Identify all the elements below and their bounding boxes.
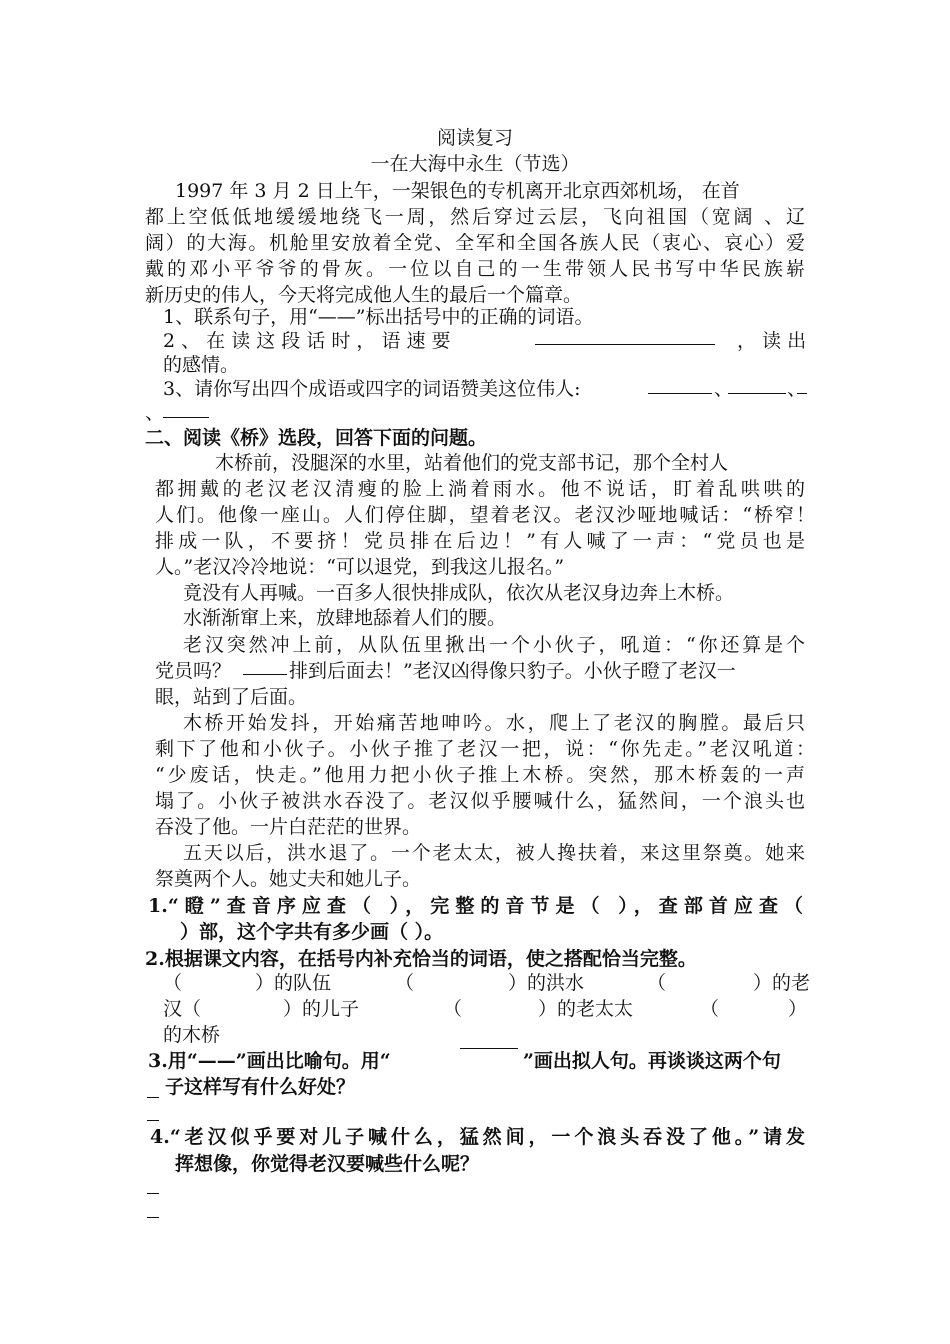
passage2-line: 吞没了他。一片白茫茫的世界。 (155, 816, 422, 838)
passage2-line: 眼，站到了后面。 (155, 686, 308, 708)
separator: 、 (714, 378, 734, 400)
question-2: 2.根据课文内容，在括号内补充恰当的词语，使之搭配恰当完整。 (145, 948, 697, 970)
passage1-line: 阔）的大海。机舱里安放着全党、全军和全国各族人民（衷心、哀心）爱 (145, 232, 805, 254)
passage2-line: 水渐渐窜上来，放肆地舔着人们的腰。 (183, 607, 507, 629)
bracket: ） (788, 998, 808, 1020)
answer-line[interactable] (147, 1120, 159, 1121)
answer-blank[interactable] (797, 375, 807, 394)
passage2-line: 排成一队，不要挤！党员排在后边！”有人喊了一声：“党员也是 (155, 530, 805, 552)
bracket: （ (700, 998, 720, 1020)
passage2-line: 人们。他像一座山。人们停住脚，望着老汉。老汉沙哑地喊话：“桥窄！ (155, 504, 815, 526)
fill-label: ）的老太太 (538, 998, 634, 1020)
passage2-line: 党员吗？ (155, 660, 232, 682)
bracket: （ (443, 998, 463, 1020)
fill-label: ）的洪水 (508, 972, 585, 994)
passage1-line: 1997 年 3 月 2 日上午，一架银色的专机离开北京西郊机场， 在首 (175, 180, 740, 202)
separator: 、 (787, 378, 807, 400)
wavy-underline-sample (460, 1048, 518, 1049)
fill-label: ）的老 (753, 972, 811, 994)
section-heading: 二、阅读《桥》选段，回答下面的问题。 (145, 427, 488, 449)
question-3: 3.用“——”画出比喻句。用“ (148, 1050, 391, 1072)
separator: 、 (145, 402, 165, 424)
page-title: 阅读复习 (436, 127, 513, 149)
passage2-line: 人。”老汉冷冷地说：“可以退党，到我这儿报名。” (155, 556, 565, 578)
question-1: 1.“瞪”查音序应查（ ），完整的音节是（ ），查部首应查（ (148, 895, 803, 917)
question-1: ）部，这个字共有多少画（ ）。 (180, 921, 444, 943)
bracket: （ (647, 972, 667, 994)
passage2-line: 塌了。小伙子被洪水吞没了。老汉似乎腰喊什么，猛然间，一个浪头也 (155, 790, 805, 812)
passage-title: 一在大海中永生（节选） (370, 153, 580, 175)
bracket: （ (163, 972, 183, 994)
answer-blank[interactable] (648, 375, 712, 394)
answer-blank[interactable] (243, 656, 287, 675)
answer-blank[interactable] (163, 399, 209, 418)
passage1-line: 都上空低低地缓缓地绕飞一周，然后穿过云层，飞向祖国（宽阔 、辽 (145, 206, 805, 228)
passage2-line: 五天以后，洪水退了。一个老太太，被人搀扶着，来这里祭奠。她来 (183, 842, 805, 864)
passage2-line: 祭奠两个人。她丈夫和她儿子。 (155, 868, 422, 890)
passage2-line: 排到后面去！”老汉凶得像只豹子。小伙子瞪了老汉一 (289, 660, 736, 682)
question-1: 1、联系句子，用“——”标出括号中的正确的词语。 (163, 306, 594, 328)
passage2-line: 木桥开始发抖，开始痛苦地呻吟。水，爬上了老汉的胸膛。最后只 (183, 712, 805, 734)
question-2-text: ， 读 出 (737, 330, 807, 352)
answer-blank[interactable] (728, 375, 786, 394)
passage1-line: 新历史的伟人，今天将完成他人生的最后一个篇章。 (145, 284, 583, 306)
passage2-line: 剩下了他和小伙子。小伙子推了老汉一把，说：“你先走。”老汉吼道： (155, 738, 815, 760)
passage2-line: 都拥戴的老汉老汉清瘦的脸上淌着雨水。他不说话，盯着乱哄哄的 (155, 478, 805, 500)
fill-label: ）的儿子 (283, 998, 360, 1020)
question-4: 挥想像，你觉得老汉要喊些什么呢？ (175, 1153, 480, 1175)
question-3-text: 3、请你写出四个成语或四字的词语赞美这位伟人: (163, 378, 581, 400)
fill-label: ）的队伍 (255, 972, 332, 994)
passage2-line: 老汉突然冲上前，从队伍里揪出一个小伙子，吼道：“你还算是个 (183, 634, 805, 656)
question-3: ”画出拟人句。再谈谈这两个句 (523, 1050, 781, 1072)
question-3: 子这样写有什么好处？ (165, 1076, 356, 1098)
question-2-text: 的感情。 (163, 354, 240, 376)
answer-blank[interactable] (535, 326, 715, 345)
question-4: 4.“老汉似乎要对儿子喊什么，猛然间，一个浪头吞没了他。”请发 (150, 1126, 805, 1148)
fill-label: 的木桥 (163, 1024, 221, 1046)
passage1-line: 戴的邓小平爷爷的骨灰。一位以自己的一生带领人民书写中华民族崭 (145, 258, 805, 280)
answer-line[interactable] (147, 1217, 159, 1218)
answer-line[interactable] (147, 1193, 159, 1194)
question-2-text: 2 、 在 读 这 段 话 时 ， 语 速 要 (163, 330, 451, 352)
passage2-line: 竟没有人再喊。一百多人很快排成队，依次从老汉身边奔上木桥。 (183, 582, 735, 604)
passage2-line: 木桥前，没腿深的水里，站着他们的党支部书记，那个全村人 (215, 452, 729, 474)
bracket: 汉（ (163, 998, 202, 1020)
answer-line[interactable] (147, 1097, 159, 1098)
passage2-line: “少废话，快走。”他用力把小伙子推上木桥。突然，那木桥轰的一声 (155, 764, 805, 786)
bracket: （ (395, 972, 415, 994)
